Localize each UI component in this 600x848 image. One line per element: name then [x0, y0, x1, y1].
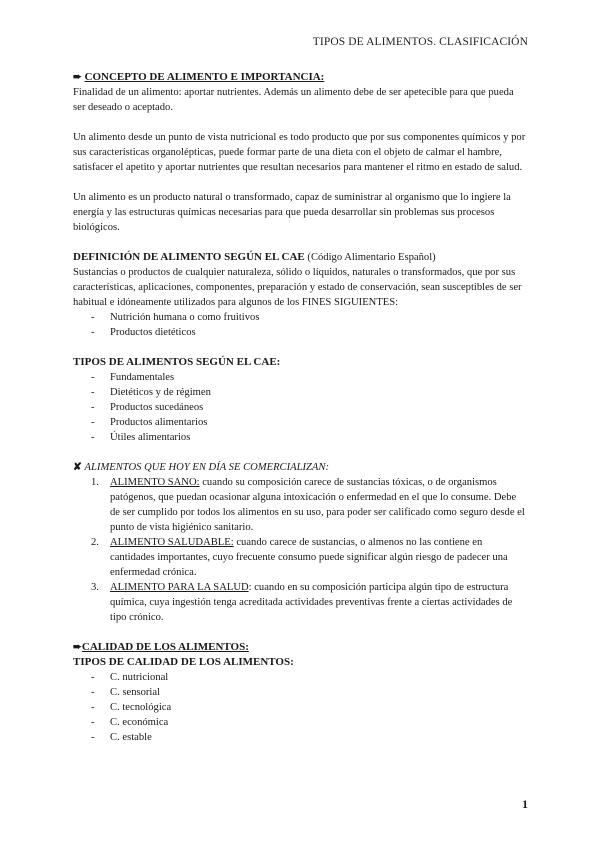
- list-item: [73, 475, 528, 535]
- item-term: ALIMENTO SALUDABLE:: [110, 537, 234, 548]
- list-item: - Fundamentales: [73, 370, 528, 385]
- list-item: - Productos sucedáneos: [73, 400, 528, 415]
- calidad-list: [73, 670, 528, 745]
- concepto-heading: [73, 70, 528, 85]
- page-number: 1: [522, 797, 528, 811]
- list-item: [73, 580, 528, 625]
- list-item: - C. estable: [73, 730, 528, 745]
- definicion-title: DEFINICIÓN DE ALIMENTO SEGÚN EL CAE: [73, 251, 305, 263]
- definicion-title-suffix: (Código Alimentario Español): [304, 252, 436, 263]
- list-item: - C. económica: [73, 715, 528, 730]
- comercializan-list: [73, 475, 528, 625]
- comercializan-heading: [73, 460, 528, 475]
- arrow-icon: ➨: [73, 72, 82, 83]
- item-text: cuando su composición carece de sustancias tóxicas, o de organismos patógenos, que puedan ocasionar alguna intoxicación o enfermedad en el que lo consume. Debe de ser cumplido por todos los alimentos en su uso, para poder ser calificado como seguro desde el punto de vista higiénico sanitario.: [110, 477, 525, 533]
- calidad-heading: [73, 640, 528, 655]
- calidad-subtitle: TIPOS DE CALIDAD DE LOS ALIMENTOS:: [73, 656, 294, 668]
- list-item: - C. sensorial: [73, 685, 528, 700]
- tipos-cae-list: [73, 370, 528, 445]
- arrow-icon: ➨: [73, 642, 82, 653]
- list-item: - Útiles alimentarios: [73, 430, 528, 445]
- list-item: - C. tecnológica: [73, 700, 528, 715]
- definicion-heading: [73, 250, 528, 265]
- page-header: TIPOS DE ALIMENTOS. CLASIFICACIÓN: [312, 36, 528, 48]
- item-text: cuando carece de sustancias, o almenos no las contiene en cantidades importantes, cuyo frecuente consumo puede significar algún riesgo de padecer una enfermedad crónica.: [110, 537, 508, 578]
- concepto-paragraph-1: Finalidad de un alimento: aportar nutrientes. Además un alimento debe de ser apetecible para que pueda ser deseado o aceptado.: [73, 87, 514, 113]
- item-number: 2.: [91, 537, 99, 548]
- item-text: : cuando en su composición participa algún tipo de estructura química, cuya ingestión tenga acreditada actividades preventivas frente a ciertas actividades de tipo crónico.: [110, 582, 513, 623]
- tipos-cae-title: TIPOS DE ALIMENTOS SEGÚN EL CAE:: [73, 356, 281, 368]
- page-content: [73, 70, 528, 745]
- concepto-paragraph-3: Un alimento es un producto natural o transformado, capaz de suministrar al organismo que lo ingiere la energía y las estructuras químicas necesarias para que pueda desarrollar sin problemas sus procesos biológicos.: [73, 192, 511, 233]
- list-item: [73, 535, 528, 580]
- concepto-title: CONCEPTO DE ALIMENTO E IMPORTANCIA:: [84, 71, 325, 83]
- list-item: - Productos alimentarios: [73, 415, 528, 430]
- calidad-title: CALIDAD DE LOS ALIMENTOS:: [81, 641, 249, 653]
- comercializan-title: ALIMENTOS QUE HOY EN DÍA SE COMERCIALIZAN:: [84, 462, 329, 473]
- list-item: - Nutrición humana o como fruitivos: [73, 310, 528, 325]
- list-item: - Productos dietéticos: [73, 325, 528, 340]
- item-term: ALIMENTO PARA LA SALUD: [110, 582, 249, 593]
- item-term: ALIMENTO SANO:: [110, 477, 200, 488]
- fines-list: [73, 310, 528, 340]
- list-item: - Dietéticos y de régimen: [73, 385, 528, 400]
- list-item: - C. nutricional: [73, 670, 528, 685]
- item-number: 1.: [91, 477, 99, 488]
- definicion-text: Sustancias o productos de cualquier naturaleza, sólido o líquidos, naturales o transformados, que por sus características, aplicaciones, componentes, preparación y estado de conservación, sean susceptibles de ser habitual e idóneamente utilizados para algunos de los FINES SIGUIENTES:: [73, 267, 522, 308]
- concepto-paragraph-2: Un alimento desde un punto de vista nutricional es todo producto que por sus componentes químicos y por sus características organolépticas, puede formar parte de una dieta con el objeto de calmar el hambre, satisfacer el apetito y aportar nutrientes que resultan necesarios para mantener el ritmo en estado de salud.: [73, 132, 526, 173]
- cross-mark-icon: ✘: [73, 462, 82, 473]
- item-number: 3.: [91, 582, 99, 593]
